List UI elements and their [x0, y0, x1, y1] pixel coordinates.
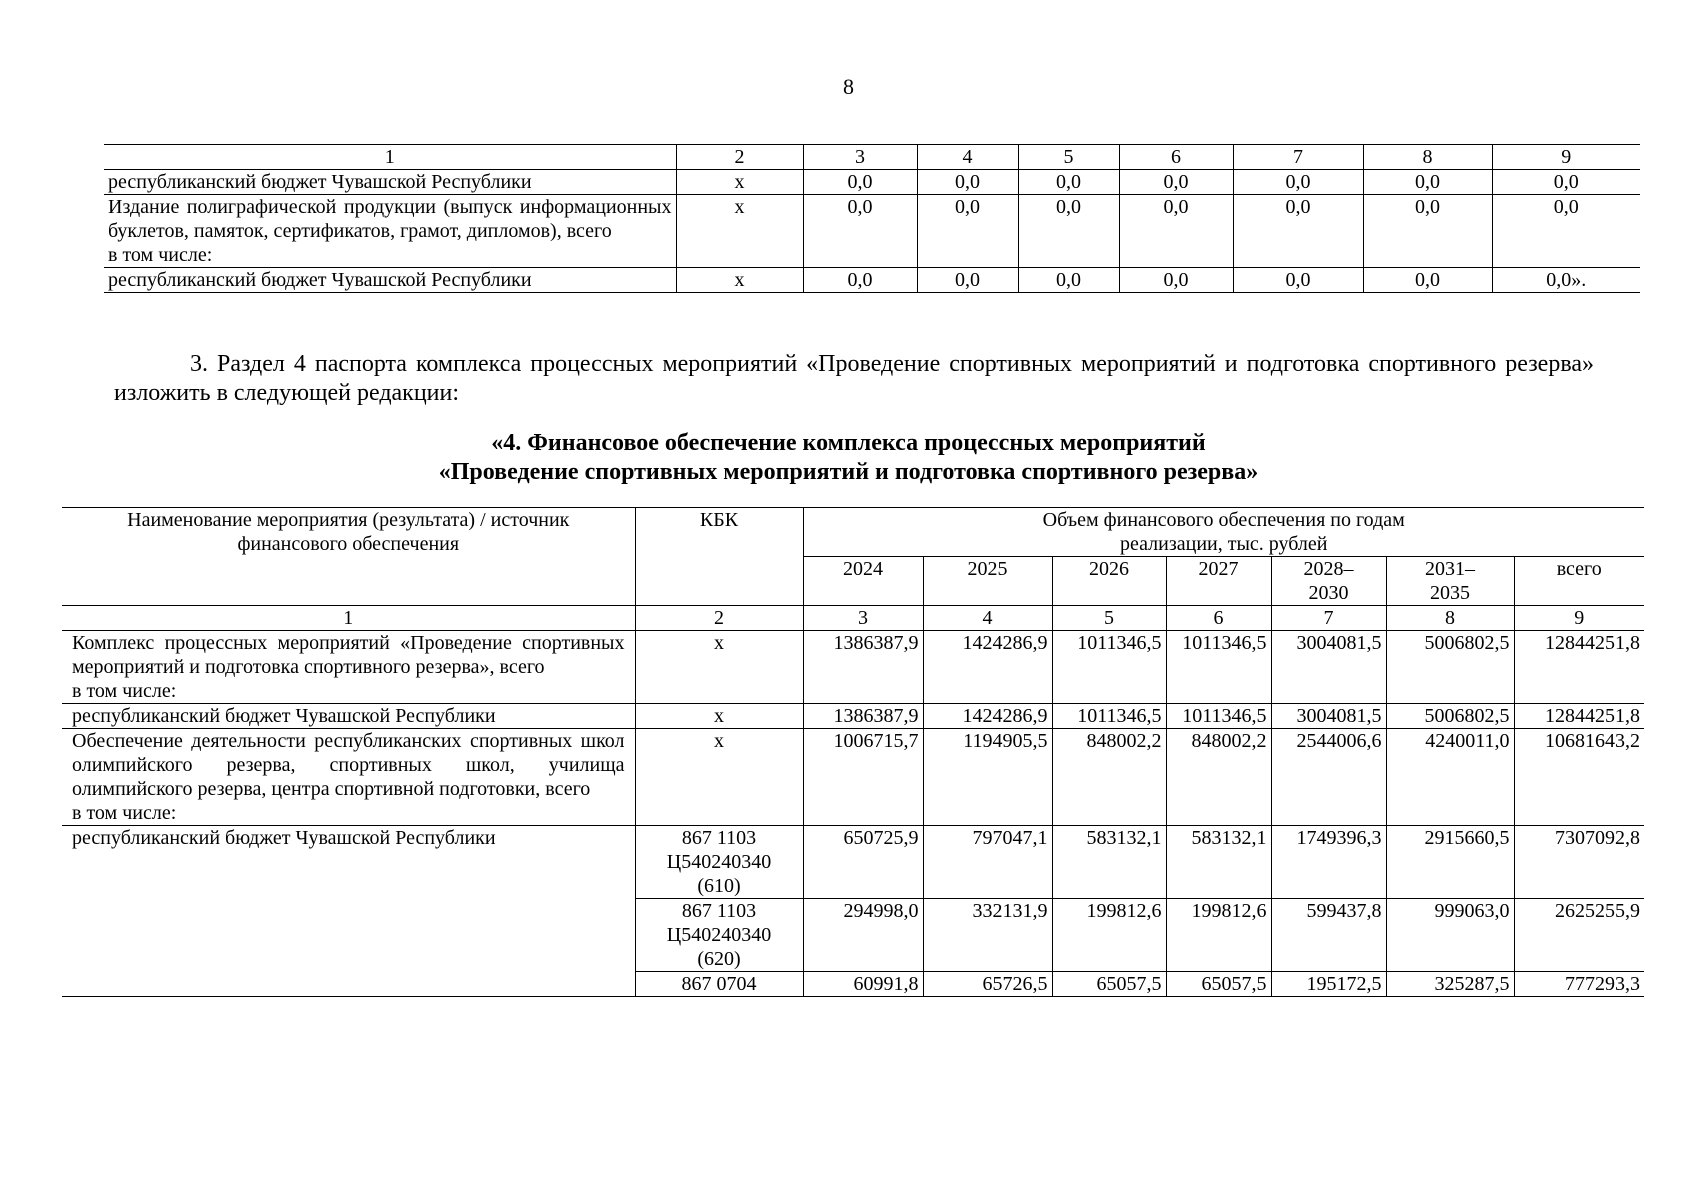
- row-value: 3004081,5: [1271, 704, 1386, 729]
- row-value: 332131,9: [923, 899, 1052, 972]
- row-value: 1194905,5: [923, 729, 1052, 826]
- col-number: 1: [62, 606, 635, 631]
- row-value: 650725,9: [803, 826, 923, 899]
- row-value: 0,0: [917, 195, 1018, 268]
- row-value: 848002,2: [1052, 729, 1166, 826]
- row-value: 0,0: [1233, 195, 1363, 268]
- col-number: 9: [1514, 606, 1644, 631]
- row-name-text: Комплекс процессных мероприятий «Проведение спортивных мероприятий и подготовка спортивного резерва», всего: [72, 632, 625, 678]
- financing-table: [62, 507, 1644, 997]
- col-number: 8: [1363, 145, 1492, 170]
- row-value: 12844251,8: [1514, 704, 1644, 729]
- col-number: 8: [1386, 606, 1514, 631]
- header-year: 2026: [1052, 557, 1166, 606]
- row-kbk: х: [676, 195, 803, 268]
- col-number: 3: [803, 606, 923, 631]
- table-header-row: [62, 508, 1644, 557]
- row-name: республиканский бюджет Чувашской Республики: [104, 268, 676, 293]
- row-value: 0,0: [1492, 195, 1640, 268]
- row-value: 0,0».: [1492, 268, 1640, 293]
- row-kbk: х: [635, 631, 803, 704]
- table-row: [62, 729, 1644, 826]
- row-kbk: х: [676, 268, 803, 293]
- row-value: 294998,0: [803, 899, 923, 972]
- row-value: 0,0: [1363, 268, 1492, 293]
- row-value: 7307092,8: [1514, 826, 1644, 899]
- row-value: 199812,6: [1052, 899, 1166, 972]
- row-value: 999063,0: [1386, 899, 1514, 972]
- row-value: 2544006,6: [1271, 729, 1386, 826]
- col-number: 9: [1492, 145, 1640, 170]
- header-year: 2031–2035: [1386, 557, 1514, 606]
- row-sub-text: в том числе:: [72, 802, 177, 824]
- row-kbk: 867 0704: [635, 972, 803, 997]
- row-value: 1386387,9: [803, 631, 923, 704]
- col-number: 6: [1119, 145, 1233, 170]
- row-value: 65057,5: [1052, 972, 1166, 997]
- row-value: 0,0: [803, 195, 917, 268]
- row-value: 1011346,5: [1052, 631, 1166, 704]
- row-kbk: х: [635, 704, 803, 729]
- col-number: 5: [1018, 145, 1119, 170]
- row-kbk: х: [676, 170, 803, 195]
- row-value: 5006802,5: [1386, 704, 1514, 729]
- row-value: 0,0: [803, 170, 917, 195]
- row-value: 2625255,9: [1514, 899, 1644, 972]
- col-number: 6: [1166, 606, 1271, 631]
- row-value: 0,0: [1018, 195, 1119, 268]
- row-value: 0,0: [1119, 195, 1233, 268]
- row-value: 65057,5: [1166, 972, 1271, 997]
- row-sub-text: в том числе:: [72, 680, 177, 702]
- row-value: 2915660,5: [1386, 826, 1514, 899]
- row-value: 1011346,5: [1052, 704, 1166, 729]
- col-number: 5: [1052, 606, 1166, 631]
- row-value: 0,0: [1119, 170, 1233, 195]
- section-heading-line2: «Проведение спортивных мероприятий и подготовка спортивного резерва»: [438, 459, 1259, 485]
- row-name: республиканский бюджет Чувашской Республики: [104, 170, 676, 195]
- row-value: 0,0: [1119, 268, 1233, 293]
- col-number: 7: [1233, 145, 1363, 170]
- row-name: [104, 195, 676, 268]
- amendment-paragraph: 3. Раздел 4 паспорта комплекса процессных мероприятий «Проведение спортивных мероприятий и подготовка спортивного резерва» изложить в следующей редакции:: [114, 351, 1594, 406]
- row-name: республиканский бюджет Чувашской Республики: [62, 704, 635, 729]
- header-kbk: КБК: [635, 508, 803, 606]
- row-name: [62, 729, 635, 826]
- row-value: 848002,2: [1166, 729, 1271, 826]
- row-value: 0,0: [803, 268, 917, 293]
- row-value: 60991,8: [803, 972, 923, 997]
- row-value: 195172,5: [1271, 972, 1386, 997]
- row-value: 599437,8: [1271, 899, 1386, 972]
- col-number: 4: [923, 606, 1052, 631]
- row-value: 1011346,5: [1166, 704, 1271, 729]
- col-number: 1: [104, 145, 676, 170]
- row-value: 199812,6: [1166, 899, 1271, 972]
- row-value: 583132,1: [1052, 826, 1166, 899]
- header-year: 2024: [803, 557, 923, 606]
- section-heading-line1: «4. Финансовое обеспечение комплекса процессных мероприятий: [491, 430, 1206, 456]
- table-header-row: [104, 145, 1640, 170]
- page-number: 8: [843, 74, 854, 99]
- table-row: [62, 631, 1644, 704]
- row-value: 1424286,9: [923, 631, 1052, 704]
- table-row: [104, 195, 1640, 268]
- row-value: 0,0: [917, 170, 1018, 195]
- row-value: 5006802,5: [1386, 631, 1514, 704]
- table-row: [104, 268, 1640, 293]
- col-number: 2: [676, 145, 803, 170]
- row-value: 1424286,9: [923, 704, 1052, 729]
- row-value: 797047,1: [923, 826, 1052, 899]
- row-value: 3004081,5: [1271, 631, 1386, 704]
- row-value: 10681643,2: [1514, 729, 1644, 826]
- row-value: 0,0: [1363, 170, 1492, 195]
- row-kbk: х: [635, 729, 803, 826]
- row-name: республиканский бюджет Чувашской Республики: [62, 826, 635, 997]
- row-value: 0,0: [1363, 195, 1492, 268]
- row-value: 0,0: [1233, 268, 1363, 293]
- row-value: 1011346,5: [1166, 631, 1271, 704]
- row-value: 1386387,9: [803, 704, 923, 729]
- row-kbk: 867 1103 Ц540240340 (610): [635, 826, 803, 899]
- col-number: 3: [803, 145, 917, 170]
- row-value: 777293,3: [1514, 972, 1644, 997]
- table-row: [62, 826, 1644, 899]
- header-volume-line2: реализации, тыс. рублей: [1119, 533, 1328, 555]
- row-value: 0,0: [1018, 268, 1119, 293]
- row-value: 4240011,0: [1386, 729, 1514, 826]
- row-sub-text: в том числе:: [108, 244, 213, 266]
- header-name: Наименование мероприятия (результата) / источник финансового обеспечения: [62, 508, 635, 606]
- row-name-text: Обеспечение деятельности республиканских спортивных школ олимпийского резерва, спортивных школ, училища олимпийского резерва, центра спортивной подготовки, всего: [72, 730, 625, 800]
- row-value: 1749396,3: [1271, 826, 1386, 899]
- row-value: 0,0: [1492, 170, 1640, 195]
- row-value: 65726,5: [923, 972, 1052, 997]
- row-value: 0,0: [1018, 170, 1119, 195]
- row-value: 0,0: [917, 268, 1018, 293]
- header-year: 2025: [923, 557, 1052, 606]
- continuation-table: [104, 144, 1640, 293]
- table-row: [104, 170, 1640, 195]
- col-number: 2: [635, 606, 803, 631]
- row-value: 583132,1: [1166, 826, 1271, 899]
- header-year: всего: [1514, 557, 1644, 606]
- header-year: 2028–2030: [1271, 557, 1386, 606]
- row-value: 1006715,7: [803, 729, 923, 826]
- header-volume: [803, 508, 1644, 557]
- row-name: [62, 631, 635, 704]
- row-value: 12844251,8: [1514, 631, 1644, 704]
- col-number: 7: [1271, 606, 1386, 631]
- header-year: 2027: [1166, 557, 1271, 606]
- header-volume-line1: Объем финансового обеспечения по годам: [1042, 509, 1405, 531]
- table-number-row: [62, 606, 1644, 631]
- row-value: 0,0: [1233, 170, 1363, 195]
- row-kbk: 867 1103 Ц540240340 (620): [635, 899, 803, 972]
- row-value: 325287,5: [1386, 972, 1514, 997]
- row-name-text: Издание полиграфической продукции (выпуск информационных буклетов, памяток, сертификатов, грамот, дипломов), всего: [108, 196, 672, 242]
- table-row: [62, 704, 1644, 729]
- col-number: 4: [917, 145, 1018, 170]
